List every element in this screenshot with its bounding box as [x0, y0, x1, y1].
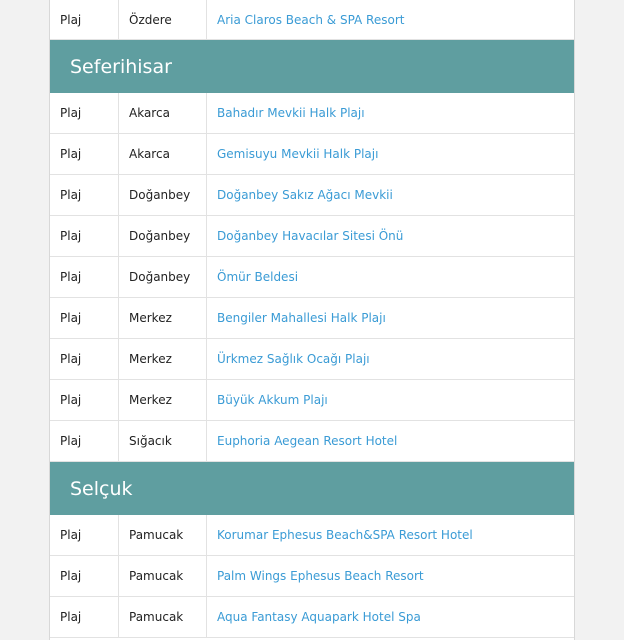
- beach-link[interactable]: Ömür Beldesi: [217, 270, 299, 284]
- beach-link[interactable]: Doğanbey Sakız Ağacı Mevkii: [217, 188, 393, 202]
- section-header-seferihisar: Seferihisar: [50, 40, 574, 93]
- type-cell: Plaj: [50, 597, 119, 637]
- table-row: [50, 216, 574, 257]
- beach-link[interactable]: Korumar Ephesus Beach&SPA Resort Hotel: [217, 528, 473, 542]
- table-row: [50, 0, 574, 40]
- area-cell: Merkez: [119, 298, 207, 338]
- type-cell: Plaj: [50, 515, 119, 555]
- beach-link[interactable]: Ürkmez Sağlık Ocağı Plajı: [217, 352, 370, 366]
- type-cell: Plaj: [50, 257, 119, 297]
- area-cell: Merkez: [119, 380, 207, 420]
- type-cell: Plaj: [50, 216, 119, 256]
- table-row: [50, 298, 574, 339]
- beach-link[interactable]: Palm Wings Ephesus Beach Resort: [217, 569, 424, 583]
- table-row: [50, 93, 574, 134]
- area-cell: Sığacık: [119, 421, 207, 461]
- table-row: [50, 421, 574, 462]
- beach-link[interactable]: Aria Claros Beach & SPA Resort: [217, 12, 405, 27]
- area-cell: Doğanbey: [119, 257, 207, 297]
- area-cell: Merkez: [119, 339, 207, 379]
- type-cell: Plaj: [50, 175, 119, 215]
- area-cell: Pamucak: [119, 597, 207, 637]
- area-cell: Akarca: [119, 134, 207, 174]
- area-cell: Doğanbey: [119, 175, 207, 215]
- beach-link[interactable]: Gemisuyu Mevkii Halk Plajı: [217, 147, 379, 161]
- type-cell: Plaj: [50, 0, 119, 39]
- type-cell: Plaj: [50, 298, 119, 338]
- beach-list-table: [49, 0, 575, 640]
- table-row: [50, 134, 574, 175]
- area-cell: Akarca: [119, 93, 207, 133]
- table-row: [50, 515, 574, 556]
- beach-link[interactable]: Bengiler Mahallesi Halk Plajı: [217, 311, 386, 325]
- table-row: [50, 339, 574, 380]
- table-row: [50, 556, 574, 597]
- type-cell: Plaj: [50, 421, 119, 461]
- area-cell: Pamucak: [119, 515, 207, 555]
- table-row: [50, 597, 574, 638]
- beach-link[interactable]: Aqua Fantasy Aquapark Hotel Spa: [217, 610, 421, 624]
- type-cell: Plaj: [50, 380, 119, 420]
- beach-link[interactable]: Bahadır Mevkii Halk Plajı: [217, 106, 365, 120]
- section-header-selcuk: Selçuk: [50, 462, 574, 515]
- area-cell: Pamucak: [119, 556, 207, 596]
- area-cell: Özdere: [119, 0, 207, 39]
- beach-link[interactable]: Doğanbey Havacılar Sitesi Önü: [217, 229, 404, 243]
- type-cell: Plaj: [50, 556, 119, 596]
- type-cell: Plaj: [50, 339, 119, 379]
- area-cell: Doğanbey: [119, 216, 207, 256]
- type-cell: Plaj: [50, 93, 119, 133]
- beach-link[interactable]: Büyük Akkum Plajı: [217, 393, 328, 407]
- table-row: [50, 175, 574, 216]
- beach-link[interactable]: Euphoria Aegean Resort Hotel: [217, 434, 398, 448]
- type-cell: Plaj: [50, 134, 119, 174]
- table-row: [50, 380, 574, 421]
- table-row: [50, 257, 574, 298]
